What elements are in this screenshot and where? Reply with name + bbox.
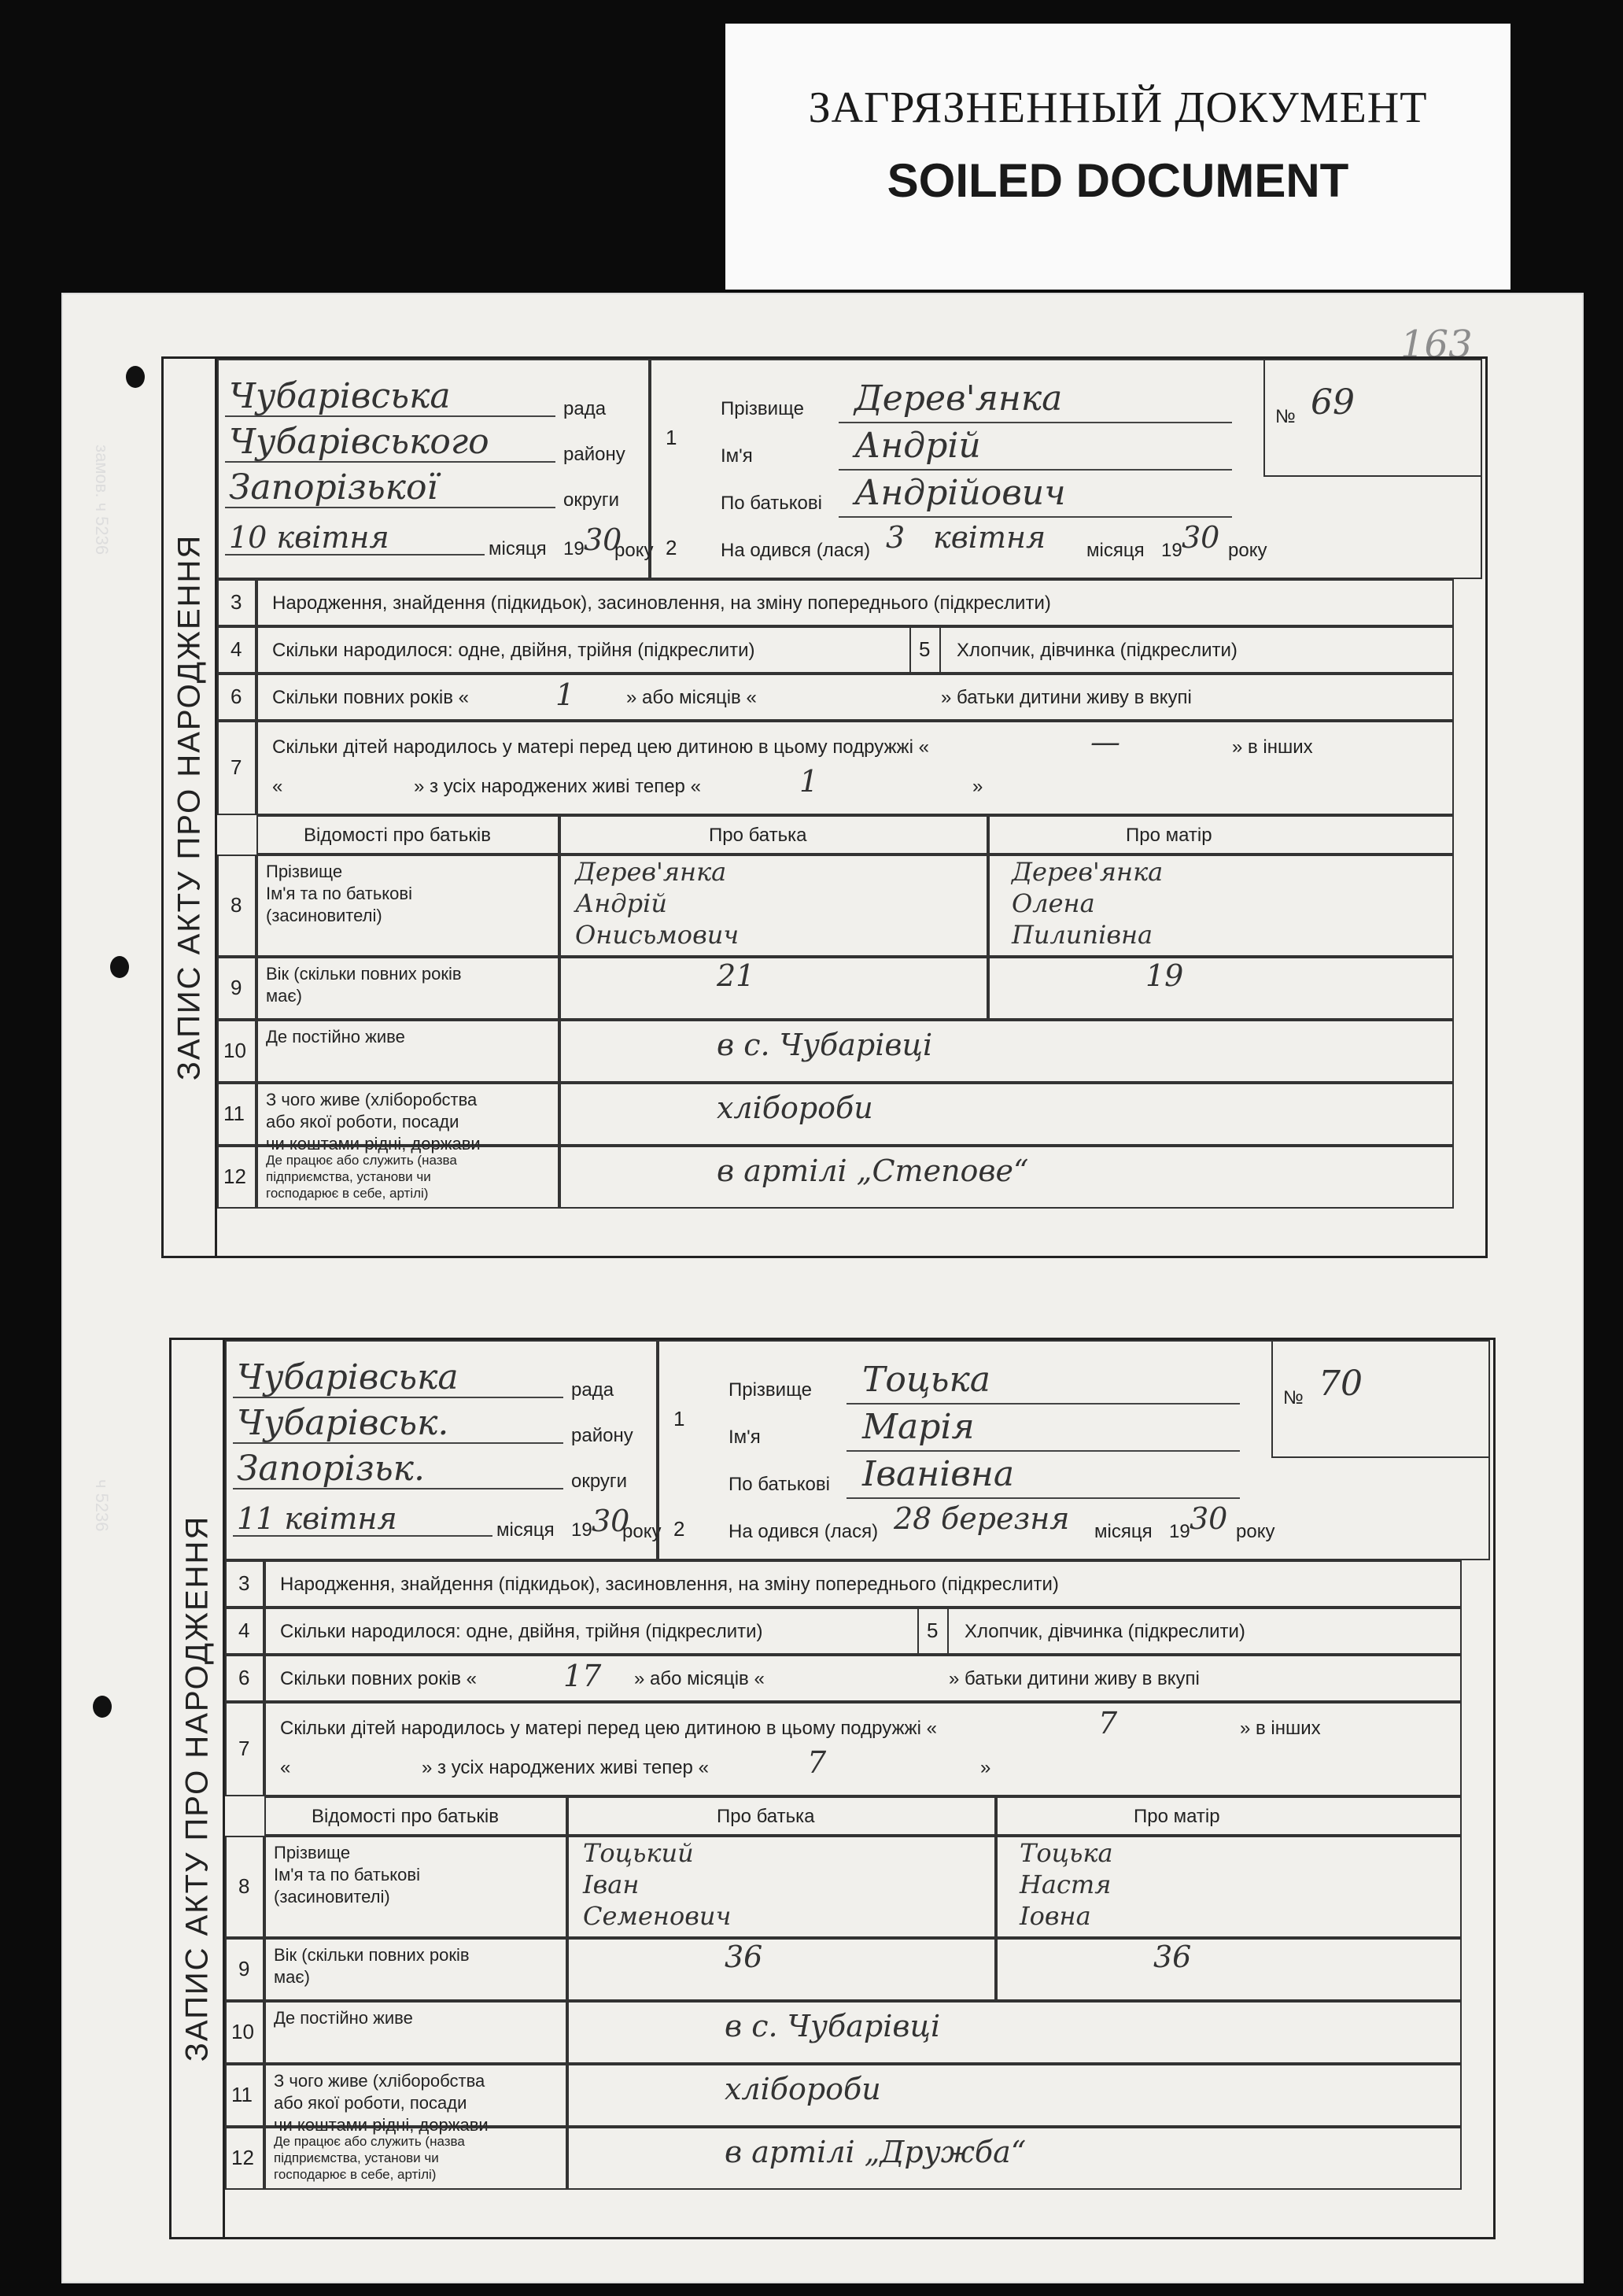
row-number: 3 (238, 1571, 250, 1595)
row4-text: Скільки народилося: одне, двійня, трійня (підкреслити) (280, 1621, 763, 1642)
rada-label: рада (563, 398, 607, 419)
stamp-line-en: SOILED DOCUMENT (887, 154, 1349, 207)
rada-value: Чубарівська (229, 376, 451, 416)
surname-value: Тоцька (862, 1360, 991, 1400)
name-value: Андрій (854, 426, 981, 466)
surname-value: Дерев'янка (854, 378, 1063, 419)
years-together: 17 (563, 1659, 602, 1693)
row-number: 9 (238, 1957, 250, 1980)
mother-mother_age: 36 (1153, 1940, 1192, 1974)
livelihood-value: хлібороби (717, 1091, 873, 1125)
row-number: 12 (231, 2146, 254, 2169)
side-title (164, 359, 217, 1256)
underline (847, 1450, 1240, 1452)
number-label: № (1275, 406, 1296, 427)
birth-record-form (169, 1338, 1496, 2239)
row7-b: » в інших (1232, 736, 1313, 758)
month-label: місяця (1094, 1521, 1153, 1542)
mother-mother_name: Тоцька Настя Іовна (1020, 1838, 1113, 1931)
children-before: 7 (1098, 1706, 1118, 1740)
surname-label: Прізвище (729, 1379, 812, 1401)
row11-label: З чого живе (хліборобства або якої роботи, посади чи коштами рідні, держави (266, 1090, 481, 1154)
row3-text: Народження, знайдення (підкидьок), засиновлення, на зміну попереднього (підкреслити) (280, 1574, 1059, 1595)
row-number: 11 (231, 2083, 253, 2106)
row7-b: » в інших (1240, 1718, 1321, 1739)
record-number: 70 (1319, 1364, 1363, 1404)
underline (839, 516, 1232, 518)
registration-year: 30 (592, 1504, 630, 1538)
okruga-label: округи (571, 1471, 628, 1492)
row-number: 12 (223, 1165, 246, 1188)
punch-hole (110, 956, 129, 978)
parents-common-cell (567, 2064, 1462, 2127)
row6-c: » батьки дитини живу в вкупі (949, 1668, 1200, 1689)
rada-label: рада (571, 1379, 614, 1401)
number-box (1263, 359, 1482, 477)
okruga-value: Запорізьк. (237, 1449, 425, 1489)
patronymic-label: По батькові (729, 1474, 830, 1495)
row7-c: « (272, 776, 283, 797)
punch-hole (93, 1696, 112, 1718)
row7-a: Скільки дітей народилось у матері перед цею дитиною в цьому подружжі « (280, 1718, 937, 1739)
years-together: 1 (555, 677, 575, 712)
mother-mother_name: Дерев'янка Олена Пилипівна (1012, 857, 1164, 950)
row10-label: Де постійно живе (266, 1027, 405, 1046)
underline (839, 469, 1232, 471)
underline (839, 422, 1232, 423)
name-value: Марія (862, 1407, 975, 1447)
number-box (1271, 1340, 1490, 1458)
father-cell (567, 1938, 996, 2001)
raion-value: Чубарівськ. (237, 1403, 449, 1443)
born-label: На одився (лася) (721, 540, 871, 561)
row-number: 8 (238, 1874, 250, 1898)
birth-year: 30 (1182, 520, 1220, 555)
row12-label: Де працює або служить (назва підприємства, установи чи господарює в себе, артілі) (266, 1153, 457, 1201)
row-number: 4 (238, 1619, 250, 1642)
row-number: 6 (238, 1666, 250, 1689)
row6-a: Скільки повних років « (272, 687, 469, 708)
father-father_name: Тоцький Іван Семенович (583, 1838, 732, 1931)
registration-date: 10 квітня (229, 520, 389, 555)
side-title (172, 1340, 225, 2237)
okruga-value: Запорізької (229, 467, 438, 508)
row8-label: Прізвище Ім'я та по батькові (засиновителі) (274, 1843, 420, 1907)
row-number: 2 (666, 536, 677, 559)
row-children (256, 721, 1454, 815)
birth-day: 28 (894, 1501, 932, 1536)
row-number: 10 (223, 1039, 246, 1062)
okruga-label: округи (563, 489, 620, 511)
mother-header-text: Про матір (1134, 1806, 1220, 1827)
raion-label: району (571, 1425, 633, 1446)
side-title-text: ЗАПИС АКТУ ПРО НАРОДЖЕННЯ (179, 1515, 214, 2062)
row11-label: З чого живе (хліборобства або якої роботи, посади чи коштами рідні, держави (274, 2071, 489, 2135)
row-number: 7 (238, 1737, 250, 1760)
row8-label: Прізвище Ім'я та по батькові (засиновителі) (266, 862, 412, 925)
birth-day: 3 (886, 520, 906, 555)
mother-header (996, 1796, 1462, 1836)
row-number: 5 (919, 637, 931, 661)
year-label: року (614, 540, 654, 561)
row-children (264, 1702, 1462, 1796)
row7-a: Скільки дітей народилось у матері перед цею дитиною в цьому подружжі « (272, 736, 929, 758)
row-number: 4 (231, 637, 242, 661)
born-label: На одився (лася) (729, 1521, 879, 1542)
row9-label: Вік (скільки повних років має) (266, 964, 462, 1006)
father-cell (559, 957, 988, 1020)
row-number: 7 (231, 755, 242, 779)
soiled-document-label (725, 24, 1510, 290)
row7-d: » з усіх народжених живі тепер « (422, 1757, 709, 1778)
row-number: 10 (231, 2020, 254, 2043)
rada-value: Чубарівська (237, 1357, 459, 1397)
name-label: Ім'я (721, 445, 753, 467)
year-label: року (622, 1521, 662, 1542)
row-number: 1 (666, 426, 677, 449)
registration-year: 30 (584, 522, 622, 557)
name-label: Ім'я (729, 1427, 761, 1448)
row-number: 8 (231, 893, 242, 917)
archive-mark: ч 5236 (92, 1479, 112, 1532)
parents-common-cell (567, 2001, 1462, 2064)
row10-label: Де постійно живе (274, 2008, 413, 2028)
row-number: 2 (673, 1517, 685, 1541)
father-header-text: Про батька (709, 825, 807, 846)
children-alive: 7 (807, 1745, 827, 1780)
row6-b: » або місяців « (626, 687, 757, 708)
folio-number: 163 (1400, 323, 1473, 367)
row5-text: Хлопчик, дівчинка (підкреслити) (965, 1621, 1245, 1642)
mother-header-text: Про матір (1126, 825, 1212, 846)
underline (847, 1403, 1240, 1405)
row7-e: » (980, 1757, 991, 1778)
year-label: року (1228, 540, 1267, 561)
row7-e: » (972, 776, 983, 797)
residence-value: в с. Чубарівці (717, 1028, 933, 1062)
birth-record-form (161, 356, 1488, 1258)
work-value: в артілі „Дружба“ (725, 2135, 1027, 2169)
archive-mark: замов. ч 5236 (92, 445, 112, 556)
mother-cell (988, 957, 1454, 1020)
row-number: 5 (927, 1619, 939, 1642)
row-number: 6 (231, 685, 242, 708)
stamp-line-ru: ЗАГРЯЗНЕННЫЙ ДОКУМЕНТ (808, 83, 1428, 132)
month-label: місяця (1086, 540, 1145, 561)
children-before: — (1090, 725, 1120, 759)
surname-label: Прізвище (721, 398, 804, 419)
punch-hole (126, 366, 145, 388)
mother-mother_age: 19 (1145, 958, 1184, 993)
mother-header (988, 815, 1454, 855)
father-father_name: Дерев'янка Андрій Онисьмович (575, 857, 740, 950)
parents-common-cell (559, 1020, 1454, 1083)
children-alive: 1 (799, 764, 819, 799)
row6-c: » батьки дитини живу в вкупі (941, 687, 1192, 708)
father-header-text: Про батька (717, 1806, 815, 1827)
father-father_age: 36 (725, 1940, 763, 1974)
work-value: в артілі „Степове“ (717, 1154, 1029, 1188)
birth-month: квітня (933, 520, 1046, 555)
row7-c: « (280, 1757, 291, 1778)
raion-label: району (563, 444, 625, 465)
row12-label: Де працює або служить (назва підприємства, установи чи господарює в себе, артілі) (274, 2134, 465, 2182)
row3-text: Народження, знайдення (підкидьок), засиновлення, на зміну попереднього (підкреслити) (272, 592, 1051, 614)
underline (847, 1497, 1240, 1499)
raion-value: Чубарівського (229, 422, 489, 462)
side-title-text: ЗАПИС АКТУ ПРО НАРОДЖЕННЯ (172, 533, 206, 1081)
patronymic-label: По батькові (721, 493, 822, 514)
parents-header-text: Відомості про батьків (312, 1806, 499, 1827)
livelihood-value: хлібороби (725, 2072, 881, 2106)
record-number: 69 (1311, 382, 1355, 423)
birth-year: 30 (1190, 1501, 1228, 1536)
patronymic-value: Андрійович (854, 473, 1066, 513)
birth-month: березня (941, 1501, 1070, 1536)
year-prefix: 19 (571, 1519, 592, 1541)
row6-a: Скільки повних років « (280, 1668, 477, 1689)
row7-d: » з усіх народжених живі тепер « (414, 776, 701, 797)
year-prefix: 19 (1169, 1521, 1190, 1542)
registration-date: 11 квітня (237, 1501, 397, 1536)
number-label: № (1283, 1387, 1304, 1408)
mother-cell (996, 1938, 1462, 2001)
year-label: року (1236, 1521, 1275, 1542)
row4-text: Скільки народилося: одне, двійня, трійня (підкреслити) (272, 640, 755, 661)
row5-text: Хлопчик, дівчинка (підкреслити) (957, 640, 1238, 661)
row-number: 3 (231, 590, 242, 614)
parents-header-text: Відомості про батьків (304, 825, 491, 846)
row-number: 11 (223, 1102, 245, 1125)
row-number: 9 (231, 976, 242, 999)
row6-b: » або місяців « (634, 1668, 765, 1689)
month-label: місяця (496, 1519, 555, 1541)
father-father_age: 21 (717, 958, 755, 993)
month-label: місяця (489, 538, 547, 559)
parents-common-cell (559, 1083, 1454, 1146)
residence-value: в с. Чубарівці (725, 2009, 941, 2043)
patronymic-value: Іванівна (862, 1454, 1015, 1494)
year-prefix: 19 (563, 538, 585, 559)
year-prefix: 19 (1161, 540, 1182, 561)
row-number: 1 (673, 1407, 685, 1430)
row9-label: Вік (скільки повних років має) (274, 1945, 470, 1987)
